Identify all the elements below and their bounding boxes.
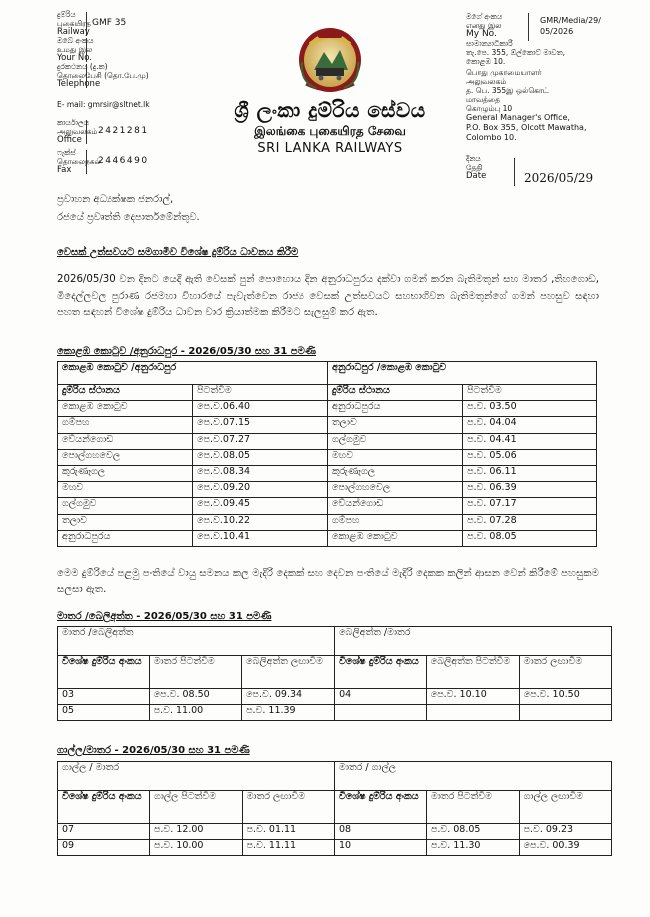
table-row <box>58 465 597 481</box>
table-cell: ප.ව. 11.39 <box>242 705 335 721</box>
addressee-line-1: ප්‍රවාහන අධ්‍යක්ෂක ජනරාල්, <box>57 194 174 205</box>
table-cell: 04 <box>335 689 427 705</box>
table-cell: විශේෂ දුම්රිය අංකය <box>58 656 150 689</box>
table-cell: අනුරාධපුරය <box>327 401 462 417</box>
table-row <box>58 449 597 465</box>
table-cell: පෙ.ව.10.41 <box>193 530 328 546</box>
table-cell: මාතර පිටත්වීම <box>149 656 241 689</box>
table-cell: පොල්ගහවෙල <box>58 449 193 465</box>
table-cell <box>335 705 427 721</box>
table-cell: වේයන්ගොඩ <box>327 498 462 514</box>
table-row <box>58 417 597 433</box>
table-cell: ප.ව. 07.28 <box>463 514 597 530</box>
table-header-row <box>58 627 612 656</box>
table-cell: පෙ.ව.07.27 <box>193 433 328 449</box>
table-cell: ප.ව. 11.00 <box>149 705 241 721</box>
bracket <box>86 38 87 62</box>
bracket <box>86 64 87 88</box>
table-cell: ගාල්ල / මාතර <box>58 762 335 791</box>
table-cell: පෙ.ව.09.45 <box>193 498 328 514</box>
table-cell: තලාව <box>327 417 462 433</box>
table-cell: පෙ.ව. 10.10 <box>426 689 519 705</box>
table-cell: ප.ව. 04.41 <box>463 433 597 449</box>
table-row <box>58 530 597 546</box>
table-cell: මාතර /බෙලිඅත්ත <box>58 627 335 656</box>
table-cell: පිටත්වීම <box>463 385 597 401</box>
railway-emblem-logo <box>296 22 364 94</box>
table-cell: දුම්රිය ස්ථානය <box>327 385 462 401</box>
table-cell: ප.ව. 01.11 <box>242 824 334 840</box>
title-sinhala: ශ්‍රී ලංකා දුම්රිය සේවය <box>234 98 426 122</box>
table-cell: බෙලිඅත්ත පිටත්වීම <box>426 656 519 689</box>
table-row <box>58 498 597 514</box>
addressee-line-2: රජයේ ප්‍රවෘත්ති දෙපාර්තමේන්තුව. <box>57 212 200 223</box>
tamil-address: பொது முகாமையாளர் அலுவலகம் த. பெ. 355இ ஒல்கொட் மாவத்தை கொழும்பு 10 <box>466 68 549 113</box>
table-cell: මාතර පිටත්වීම <box>426 791 519 824</box>
table-cell: පෙ.ව.10.22 <box>193 514 328 530</box>
table-cell: පෙ.ව. 00.39 <box>519 840 611 856</box>
table-cell: බෙලිඅත්ත /මාතර <box>335 627 612 656</box>
table-cell: මාතර ලඟාවීම <box>519 656 611 689</box>
table-cell: මහව <box>327 449 462 465</box>
table-row <box>58 824 612 840</box>
section1-table <box>57 361 597 547</box>
sinhala-address: සාමාන්‍යාධිකාරී තැ.පෙ. 355, ඕල්කොට් මාවත, කොළඹ 10. <box>466 39 566 66</box>
table-row <box>58 482 597 498</box>
table-cell: පොල්ගහවෙල <box>327 482 462 498</box>
table-cell: කුරුණෑගල <box>327 465 462 481</box>
section3-title: ගාල්ල/මාතර - 2026/05/30 සහ 31 පමණි <box>57 745 250 756</box>
title-tamil: இலங்கை புகையிரத சேவை <box>254 124 406 138</box>
section3-table <box>57 761 612 856</box>
body-paragraph: 2026/05/30 වන දිනට යෙදී ඇති වෙසක් පුන් පොහොය දින අනුරාධපුරය දක්වා ගමන් කරන බැතිමතුන් සහ මාතර ,තිහගොඩ, මිදෙල්ලවල පුරාණ රජමහා විහාරයේ පැවැත්වෙන රාජ්‍ය වෙසක් උත්සවයට සහභාගිවන බැතිමතුන්ගේ ගමන් පහසුව සඳහා පහත සඳහන් විශේෂ දුම්රිය ධාවන වාර ක්‍රියාත්මක කිරීමට සැලසුම් කර ඇත. <box>57 274 599 318</box>
header-left-label: කාර්යාලය அலுவலகம் Office <box>57 118 98 145</box>
header-left-label: දුරකථනය (දු.ක) தொலைபேசி (தொ.பே.மு) Telephone <box>57 62 149 89</box>
table-cell: පෙ.ව.06.40 <box>193 401 328 417</box>
english-address: General Manager's Office, P.O. Box 355, Olcott Mawatha, Colombo 10. <box>466 113 587 142</box>
date-labels: දිනය தேதி Date <box>466 154 487 181</box>
table-cell: දුම්රිය ස්ථානය <box>58 385 193 401</box>
table-cell: කොළඹ කොටුව /අනුරාධපුර <box>58 362 328 385</box>
table-cell: වේයන්ගොඩ <box>58 433 193 449</box>
header-left-label: දුම්රිය புகையிரத Railway <box>57 10 91 37</box>
title-english: SRI LANKA RAILWAYS <box>257 141 403 156</box>
table-row <box>58 705 612 721</box>
table-cell: පෙ.ව. 10.50 <box>519 689 611 705</box>
table-cell: මාතර / ගාල්ල <box>334 762 611 791</box>
table-cell: අනුරාධපුරය <box>58 530 193 546</box>
table-row <box>58 433 597 449</box>
table-cell: පෙ.ව. 08.50 <box>149 689 241 705</box>
table-cell: කුරුණෑගල <box>58 465 193 481</box>
table-cell: ප.ව. 08.05 <box>426 824 519 840</box>
table-cell: ප.ව. 11.30 <box>426 840 519 856</box>
subject-heading: වෙසක් උත්සවයට සමගාමීව විශේෂ දුම්රිය ධාවනය කිරීම <box>57 247 299 258</box>
table-row <box>58 401 597 417</box>
table-cell: අනුරාධපුර /කොළඹ කොටුව <box>327 362 596 385</box>
header-left-value: GMF 35 <box>92 18 127 28</box>
table-row <box>58 514 597 530</box>
table-cell: 08 <box>334 824 426 840</box>
email-line: E- mail: gmrsir@sltnet.lk <box>57 100 150 109</box>
table-cell: පෙ.ව.08.34 <box>193 465 328 481</box>
table-cell: තලාව <box>58 514 193 530</box>
table-cell: ප.ව. 09.23 <box>519 824 611 840</box>
note-paragraph: මෙම දුම්රියේ පළමු පංතියේ වායු සමනය කල මැදිරි දෙකක් සහ දෙවන පංතියේ මැදිරි දෙකක කලින් ආසන වෙන් කිරීමේ පහසුකම සලසා ඇත. <box>57 568 599 595</box>
date-value: 2026/05/29 <box>524 171 594 185</box>
bracket <box>528 13 529 41</box>
table-cell: බෙලිඅත්ත ලඟාවීම <box>242 656 335 689</box>
bracket <box>86 12 87 36</box>
table-cell: ප.ව. 08.05 <box>463 530 597 546</box>
table-cell: ගම්පහ <box>58 417 193 433</box>
bracket <box>86 150 87 174</box>
table-cell: ප.ව. 06.39 <box>463 482 597 498</box>
table-cell: පෙ.ව.09.20 <box>193 482 328 498</box>
table-cell: 10 <box>334 840 426 856</box>
section2-title: මාතර /බෙලිඅත්ත - 2026/05/30 සහ 31 පමණි <box>57 611 272 622</box>
table-cell: ගල්ගමුව <box>327 433 462 449</box>
table-cell <box>426 705 519 721</box>
table-cell: ප.ව. 04.04 <box>463 417 597 433</box>
table-cell: පෙ.ව.08.05 <box>193 449 328 465</box>
table-cell: ගාල්ල ලඟාවීම <box>519 791 611 824</box>
table-cell: ප.ව. 07.17 <box>463 498 597 514</box>
section1-title: කොළඹ කොටුව /අනුරාධපුර - 2026/05/30 සහ 31 පමණි <box>57 346 316 357</box>
table-cell: ප.ව. 03.50 <box>463 401 597 417</box>
table-cell: කොළඹ කොටුව <box>327 530 462 546</box>
table-row <box>58 840 612 856</box>
table-cell: ගල්ගමුව <box>58 498 193 514</box>
table-cell: මහව <box>58 482 193 498</box>
table-cell: විශේෂ දුම්රිය අංකය <box>334 791 426 824</box>
header-left-label: ෆැක්ස් தொலைநகல் Fax <box>57 148 101 175</box>
table-cell: ප.ව. 10.00 <box>149 840 242 856</box>
table-header-row <box>58 362 597 385</box>
my-no-value: GMR/Media/29/ 05/2026 <box>540 16 601 36</box>
table-cell: මාතර ලඟාවීම <box>242 791 334 824</box>
table-cell: පෙ.ව. 09.34 <box>242 689 335 705</box>
table-cell: විශේෂ දුම්රිය අංකය <box>335 656 427 689</box>
table-cell: 09 <box>58 840 150 856</box>
table-header-row <box>58 762 612 791</box>
table-cell: ප.ව. 05.06 <box>463 449 597 465</box>
my-no-labels: මගේ අංකය எனது இல My No. <box>466 12 503 39</box>
table-cell: 03 <box>58 689 150 705</box>
header-left-value: 2421281 <box>98 126 149 136</box>
table-cell: 07 <box>58 824 150 840</box>
table-cell: 05 <box>58 705 150 721</box>
table-cell: පෙ.ව.07.15 <box>193 417 328 433</box>
header-left-value: 2446490 <box>98 156 149 166</box>
table-cell: ප.ව. 12.00 <box>149 824 242 840</box>
table-cell: ප.ව. 11.11 <box>242 840 334 856</box>
table-cell: විශේෂ දුම්රිය අංකය <box>58 791 150 824</box>
table-header-row <box>58 791 612 824</box>
header-left-label: ඔබේ අංකය உமது இல Your No. <box>57 36 94 63</box>
table-cell: පිටත්වීම <box>193 385 328 401</box>
table-cell: ප.ව. 06.11 <box>463 465 597 481</box>
table-cell: ගාල්ල පිටත්වීම <box>149 791 242 824</box>
section2-table <box>57 626 612 721</box>
table-header-row <box>58 385 597 401</box>
table-cell <box>519 705 611 721</box>
table-cell: කොළඹ කොටුව <box>58 401 193 417</box>
bracket <box>86 120 87 144</box>
table-cell: ගම්පහ <box>327 514 462 530</box>
table-row <box>58 689 612 705</box>
table-header-row <box>58 656 612 689</box>
bracket <box>514 158 515 186</box>
